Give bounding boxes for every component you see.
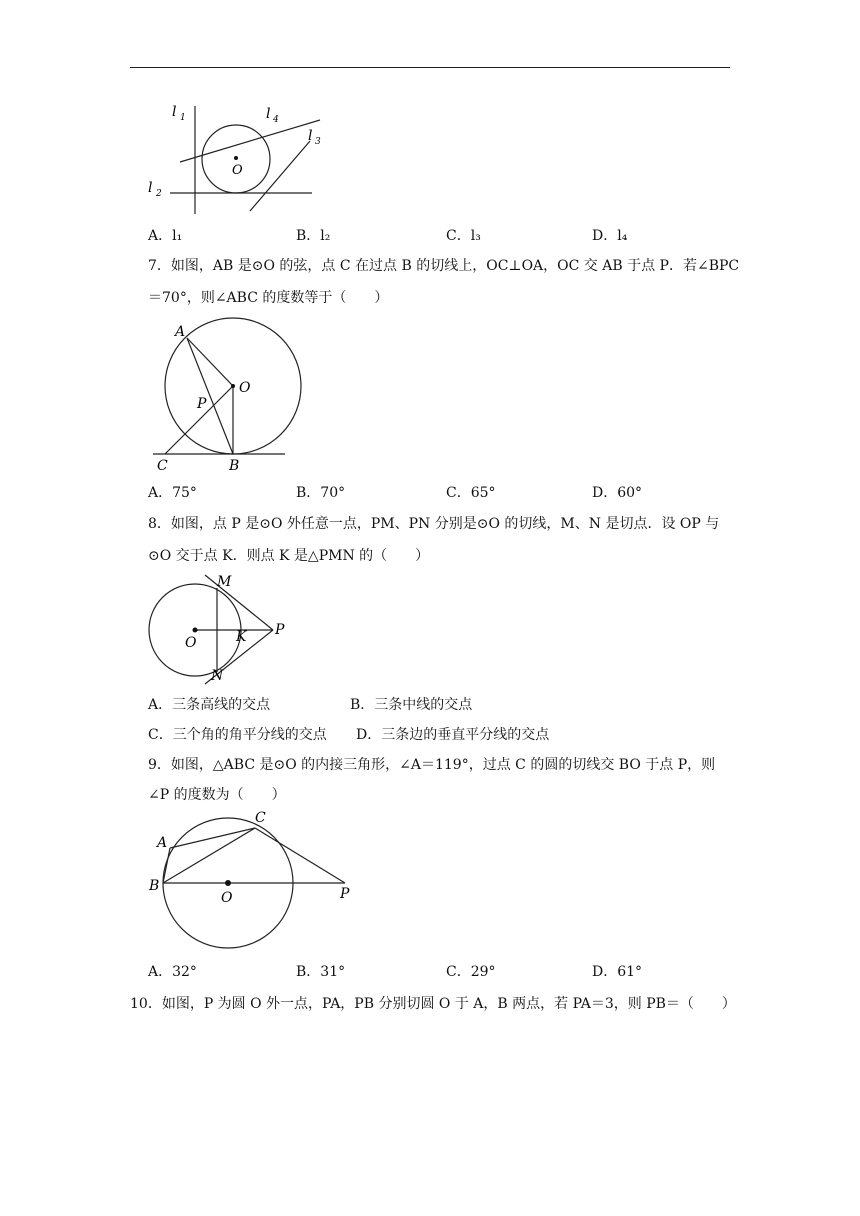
q9-label-C: C: [255, 810, 266, 826]
q8-option-b: B．三条中线的交点: [350, 697, 473, 713]
q7-option-a: A．75°: [148, 485, 197, 501]
q6-label-l4: l: [266, 106, 271, 122]
q8-label-M: M: [217, 574, 232, 590]
q7-label-O: O: [239, 380, 251, 396]
q9-option-d: D．61°: [592, 964, 643, 980]
q7-option-b: B．70°: [296, 485, 346, 501]
svg-text:4: 4: [273, 115, 279, 125]
q8-option-a: A．三条高线的交点: [148, 697, 271, 713]
q9-figure: [145, 808, 360, 956]
q7-stem-line1: 7．如图，AB 是⊙O 的弦，点 C 在过点 B 的切线上，OC⊥OA，OC 交 AB 于点 P．若∠BPC: [148, 258, 740, 274]
q8-label-N: N: [211, 668, 224, 684]
q8-figure: [145, 570, 295, 685]
q9-option-a: A．32°: [148, 964, 197, 980]
q8-option-c: C．三个角的角平分线的交点: [148, 727, 327, 743]
q6-option-d: D．l₄: [592, 228, 628, 244]
q8-label-P: P: [275, 622, 285, 638]
q8-option-d: D．三条边的垂直平分线的交点: [356, 727, 550, 743]
q7-stem-line2: ＝70°，则∠ABC 的度数等于（ ）: [148, 290, 389, 306]
q9-option-c: C．29°: [446, 964, 496, 980]
q6-label-l1: l: [172, 104, 177, 120]
q6-option-a: A．l₁: [148, 228, 183, 244]
q6-figure: [140, 96, 330, 220]
q7-figure: [145, 316, 315, 476]
q7-label-P: P: [197, 396, 207, 412]
q6-label-O: O: [232, 163, 243, 178]
q10-stem-line1: 10．如图，P 为圆 O 外一点，PA，PB 分别切圆 O 于 A，B 两点，若 PA＝3，则 PB＝（ ）: [130, 996, 736, 1012]
q9-label-O: O: [221, 890, 233, 906]
q7-option-d: D．60°: [592, 485, 643, 501]
q9-label-A: A: [157, 835, 168, 851]
q8-label-K: K: [236, 629, 247, 645]
svg-text:3: 3: [315, 137, 321, 147]
q9-stem-line1: 9．如图，△ABC 是⊙O 的内接三角形，∠A＝119°，过点 C 的圆的切线交 BO 于点 P，则: [148, 757, 716, 773]
q6-option-c: C．l₃: [446, 228, 481, 244]
q8-stem-line2: ⊙O 交于点 K．则点 K 是△PMN 的（ ）: [148, 548, 430, 564]
q6-option-b: B．l₂: [296, 228, 331, 244]
q9-stem-line2: ∠P 的度数为（ ）: [148, 787, 286, 803]
svg-text:2: 2: [156, 189, 162, 199]
svg-text:1: 1: [180, 113, 186, 123]
q9-option-b: B．31°: [296, 964, 346, 980]
q7-label-A: A: [175, 324, 186, 340]
q8-stem-line1: 8．如图，点 P 是⊙O 外任意一点，PM、PN 分别是⊙O 的切线，M、N 是切点．设 OP 与: [148, 516, 720, 532]
q8-label-O: O: [185, 635, 197, 651]
q7-option-c: C．65°: [446, 485, 496, 501]
q9-label-P: P: [340, 886, 350, 902]
q7-label-C: C: [157, 458, 168, 474]
header-rule: [130, 67, 730, 68]
q7-label-B: B: [229, 458, 240, 474]
q9-label-B: B: [149, 878, 160, 894]
q6-label-l2: l: [148, 180, 153, 196]
q6-label-l3: l: [308, 128, 313, 144]
